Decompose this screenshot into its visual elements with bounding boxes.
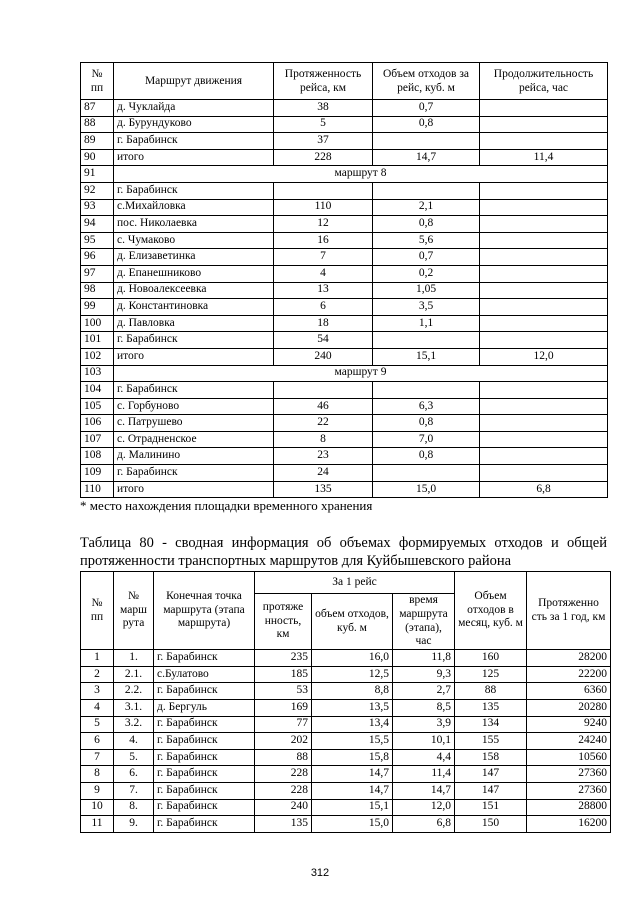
route-point: д. Константиновка (114, 299, 274, 316)
trip-time: 9,3 (393, 666, 455, 683)
yearly-length: 10560 (527, 749, 611, 766)
route-endpoint: г. Барабинск (154, 799, 255, 816)
row-number: 97 (81, 265, 114, 282)
row-number: 6 (81, 733, 114, 750)
route-point: д. Бурундуково (114, 116, 274, 133)
row-number: 92 (81, 182, 114, 199)
table-row (81, 448, 608, 465)
yearly-length: 16200 (527, 816, 611, 833)
trip-duration (480, 315, 608, 332)
trip-duration: 12,0 (480, 348, 608, 365)
route-endpoint: г. Барабинск (154, 816, 255, 833)
trip-duration (480, 182, 608, 199)
route-point: с. Горбуново (114, 398, 274, 415)
header-number: № пп (81, 63, 114, 100)
route-number: 2.1. (114, 666, 154, 683)
trip-volume: 15,0 (373, 481, 480, 498)
trip-length: 88 (255, 749, 312, 766)
table-row (81, 182, 608, 199)
trip-volume: 2,1 (373, 199, 480, 216)
trip-duration (480, 465, 608, 482)
table-row (81, 782, 611, 799)
trip-volume (373, 182, 480, 199)
trip-duration: 6,8 (480, 481, 608, 498)
trip-volume: 0,7 (373, 249, 480, 266)
trip-time: 10,1 (393, 733, 455, 750)
route-endpoint: г. Барабинск (154, 733, 255, 750)
trip-duration (480, 265, 608, 282)
route-section-label: маршрут 9 (114, 365, 608, 382)
yearly-length: 27360 (527, 766, 611, 783)
trip-time: 11,8 (393, 650, 455, 667)
row-number: 88 (81, 116, 114, 133)
route-number: 3.2. (114, 716, 154, 733)
table-row (81, 683, 611, 700)
trip-length: 54 (274, 332, 373, 349)
summary-header-endpoint: Конечная точка маршрута (этапа маршрута) (154, 572, 255, 650)
trip-length (274, 382, 373, 399)
trip-volume: 0,8 (373, 448, 480, 465)
row-number: 7 (81, 749, 114, 766)
table-row (81, 365, 608, 382)
trip-duration (480, 199, 608, 216)
trip-duration (480, 448, 608, 465)
route-point: с. Чумаково (114, 232, 274, 249)
table-row (81, 481, 608, 498)
table-row (81, 816, 611, 833)
row-number: 3 (81, 683, 114, 700)
row-number: 9 (81, 782, 114, 799)
table-caption: Таблица 80 - сводная информация об объемах формируемых отходов и общей протяженности транспортных маршрутов для Куйбышевского района (80, 535, 607, 570)
trip-volume: 13,5 (312, 699, 393, 716)
route-endpoint: г. Барабинск (154, 650, 255, 667)
trip-duration (480, 232, 608, 249)
route-point: д. Чуклайда (114, 100, 274, 117)
trip-length: 4 (274, 265, 373, 282)
monthly-volume: 151 (455, 799, 527, 816)
route-point: д. Павловка (114, 315, 274, 332)
table-row (81, 133, 608, 150)
trip-volume: 5,6 (373, 232, 480, 249)
trip-volume: 0,8 (373, 216, 480, 233)
route-point: г. Барабинск (114, 133, 274, 150)
yearly-length: 9240 (527, 716, 611, 733)
trip-length: 240 (274, 348, 373, 365)
trip-volume: 7,0 (373, 431, 480, 448)
trip-time: 4,4 (393, 749, 455, 766)
row-number: 99 (81, 299, 114, 316)
trip-duration (480, 100, 608, 117)
trip-time: 12,0 (393, 799, 455, 816)
trip-volume: 3,5 (373, 299, 480, 316)
table-row (81, 666, 611, 683)
trip-volume: 15,1 (312, 799, 393, 816)
route-point: итого (114, 348, 274, 365)
route-section-label: маршрут 8 (114, 166, 608, 183)
table-row (81, 699, 611, 716)
route-number: 6. (114, 766, 154, 783)
trip-length: 110 (274, 199, 373, 216)
summary-header-route-number: № марш рута (114, 572, 154, 650)
trip-length: 6 (274, 299, 373, 316)
table-row (81, 733, 611, 750)
summary-table (80, 571, 611, 833)
row-number: 1 (81, 650, 114, 667)
trip-length: 16 (274, 232, 373, 249)
trip-length: 12 (274, 216, 373, 233)
table-row (81, 299, 608, 316)
trip-duration (480, 332, 608, 349)
trip-duration: 11,4 (480, 149, 608, 166)
row-number: 107 (81, 431, 114, 448)
route-point: г. Барабинск (114, 182, 274, 199)
route-number: 5. (114, 749, 154, 766)
row-number: 11 (81, 816, 114, 833)
trip-length: 185 (255, 666, 312, 683)
row-number: 4 (81, 699, 114, 716)
trip-length: 13 (274, 282, 373, 299)
trip-length: 8 (274, 431, 373, 448)
row-number: 100 (81, 315, 114, 332)
trip-length: 169 (255, 699, 312, 716)
yearly-length: 27360 (527, 782, 611, 799)
route-number: 8. (114, 799, 154, 816)
yearly-length: 22200 (527, 666, 611, 683)
trip-time: 14,7 (393, 782, 455, 799)
table-row (81, 465, 608, 482)
yearly-length: 6360 (527, 683, 611, 700)
table-row (81, 398, 608, 415)
route-point: г. Барабинск (114, 382, 274, 399)
table-row (81, 382, 608, 399)
footnote: * место нахождения площадки временного хранения (80, 498, 373, 513)
route-endpoint: г. Барабинск (154, 749, 255, 766)
trip-length: 37 (274, 133, 373, 150)
table-row (81, 265, 608, 282)
row-number: 101 (81, 332, 114, 349)
route-point: с. Патрушево (114, 415, 274, 432)
header-volume: Объем отходов за рейс, куб. м (373, 63, 480, 100)
monthly-volume: 147 (455, 782, 527, 799)
trip-volume: 0,8 (373, 116, 480, 133)
trip-duration (480, 382, 608, 399)
trip-length: 24 (274, 465, 373, 482)
row-number: 109 (81, 465, 114, 482)
trip-time: 3,9 (393, 716, 455, 733)
row-number: 96 (81, 249, 114, 266)
table-row (81, 650, 611, 667)
summary-header-time: время маршрута (этапа), час (393, 594, 455, 650)
header-length: Протяженность рейса, км (274, 63, 373, 100)
summary-header-number: № пп (81, 572, 114, 650)
trip-volume: 1,1 (373, 315, 480, 332)
monthly-volume: 147 (455, 766, 527, 783)
trip-volume: 0,8 (373, 415, 480, 432)
summary-header-length: протяже нность, км (255, 594, 312, 650)
summary-header-volume: объем отходов, куб. м (312, 594, 393, 650)
summary-header-per-trip: За 1 рейс (255, 572, 455, 594)
trip-length: 235 (255, 650, 312, 667)
trip-length: 77 (255, 716, 312, 733)
table-row (81, 348, 608, 365)
trip-length: 228 (255, 766, 312, 783)
trip-length: 7 (274, 249, 373, 266)
table-row (81, 149, 608, 166)
table-row (81, 282, 608, 299)
header-duration: Продолжительность рейса, час (480, 63, 608, 100)
header-route: Маршрут движения (114, 63, 274, 100)
yearly-length: 24240 (527, 733, 611, 750)
trip-length: 240 (255, 799, 312, 816)
trip-volume (373, 465, 480, 482)
yearly-length: 28200 (527, 650, 611, 667)
route-point: д. Новоалексеевка (114, 282, 274, 299)
trip-volume: 16,0 (312, 650, 393, 667)
route-point: с. Отрадненское (114, 431, 274, 448)
row-number: 104 (81, 382, 114, 399)
trip-volume (373, 332, 480, 349)
monthly-volume: 160 (455, 650, 527, 667)
route-endpoint: г. Барабинск (154, 782, 255, 799)
trip-duration (480, 431, 608, 448)
monthly-volume: 158 (455, 749, 527, 766)
route-point: итого (114, 481, 274, 498)
route-point: г. Барабинск (114, 332, 274, 349)
trip-volume: 1,05 (373, 282, 480, 299)
row-number: 110 (81, 481, 114, 498)
trip-length: 202 (255, 733, 312, 750)
table-row (81, 415, 608, 432)
table-row (81, 315, 608, 332)
route-number: 3.1. (114, 699, 154, 716)
row-number: 91 (81, 166, 114, 183)
summary-header-row-1 (81, 572, 611, 594)
trip-duration (480, 116, 608, 133)
route-number: 7. (114, 782, 154, 799)
trip-length: 135 (274, 481, 373, 498)
summary-header-monthly-volume: Объем отходов в месяц, куб. м (455, 572, 527, 650)
route-number: 4. (114, 733, 154, 750)
trip-length: 135 (255, 816, 312, 833)
row-number: 94 (81, 216, 114, 233)
route-point: пос. Николаевка (114, 216, 274, 233)
page-number: 312 (310, 867, 330, 879)
trip-volume: 0,7 (373, 100, 480, 117)
trip-length: 22 (274, 415, 373, 432)
routes-table-header (81, 63, 608, 100)
table-row (81, 116, 608, 133)
row-number: 10 (81, 799, 114, 816)
row-number: 90 (81, 149, 114, 166)
row-number: 106 (81, 415, 114, 432)
summary-header-yearly-length: Протяженно сть за 1 год, км (527, 572, 611, 650)
table-row (81, 766, 611, 783)
trip-duration (480, 282, 608, 299)
trip-volume: 14,7 (312, 782, 393, 799)
row-number: 5 (81, 716, 114, 733)
trip-volume: 15,0 (312, 816, 393, 833)
table-row (81, 216, 608, 233)
trip-volume (373, 133, 480, 150)
route-number: 1. (114, 650, 154, 667)
row-number: 105 (81, 398, 114, 415)
row-number: 87 (81, 100, 114, 117)
table-row (81, 716, 611, 733)
route-point: г. Барабинск (114, 465, 274, 482)
trip-length: 38 (274, 100, 373, 117)
table-row (81, 100, 608, 117)
row-number: 108 (81, 448, 114, 465)
route-endpoint: г. Барабинск (154, 716, 255, 733)
route-point: итого (114, 149, 274, 166)
trip-volume: 14,7 (373, 149, 480, 166)
trip-volume: 6,3 (373, 398, 480, 415)
row-number: 95 (81, 232, 114, 249)
yearly-length: 28800 (527, 799, 611, 816)
monthly-volume: 155 (455, 733, 527, 750)
trip-duration (480, 249, 608, 266)
route-point: с.Михайловка (114, 199, 274, 216)
trip-length (274, 182, 373, 199)
monthly-volume: 125 (455, 666, 527, 683)
trip-time: 6,8 (393, 816, 455, 833)
trip-volume (373, 382, 480, 399)
trip-volume: 15,8 (312, 749, 393, 766)
monthly-volume: 150 (455, 816, 527, 833)
trip-volume: 0,2 (373, 265, 480, 282)
trip-volume: 13,4 (312, 716, 393, 733)
route-endpoint: г. Барабинск (154, 683, 255, 700)
row-number: 93 (81, 199, 114, 216)
trip-length: 18 (274, 315, 373, 332)
trip-volume: 12,5 (312, 666, 393, 683)
route-number: 9. (114, 816, 154, 833)
table-row (81, 332, 608, 349)
row-number: 102 (81, 348, 114, 365)
row-number: 2 (81, 666, 114, 683)
route-number: 2.2. (114, 683, 154, 700)
trip-length: 228 (255, 782, 312, 799)
trip-duration (480, 398, 608, 415)
row-number: 98 (81, 282, 114, 299)
route-point: д. Епанешниково (114, 265, 274, 282)
monthly-volume: 88 (455, 683, 527, 700)
trip-volume: 15,5 (312, 733, 393, 750)
yearly-length: 20280 (527, 699, 611, 716)
table-row (81, 799, 611, 816)
trip-time: 8,5 (393, 699, 455, 716)
routes-table (80, 62, 608, 498)
trip-length: 53 (255, 683, 312, 700)
trip-duration (480, 415, 608, 432)
trip-volume: 14,7 (312, 766, 393, 783)
trip-time: 11,4 (393, 766, 455, 783)
monthly-volume: 135 (455, 699, 527, 716)
trip-length: 5 (274, 116, 373, 133)
trip-length: 228 (274, 149, 373, 166)
trip-duration (480, 216, 608, 233)
route-endpoint: с.Булатово (154, 666, 255, 683)
route-point: д. Малинино (114, 448, 274, 465)
trip-volume: 15,1 (373, 348, 480, 365)
route-endpoint: д. Бергуль (154, 699, 255, 716)
trip-length: 23 (274, 448, 373, 465)
table-row (81, 249, 608, 266)
monthly-volume: 134 (455, 716, 527, 733)
route-endpoint: г. Барабинск (154, 766, 255, 783)
trip-length: 46 (274, 398, 373, 415)
row-number: 8 (81, 766, 114, 783)
table-row (81, 232, 608, 249)
row-number: 89 (81, 133, 114, 150)
table-row (81, 166, 608, 183)
row-number: 103 (81, 365, 114, 382)
table-row (81, 749, 611, 766)
trip-volume: 8,8 (312, 683, 393, 700)
table-row (81, 199, 608, 216)
trip-time: 2,7 (393, 683, 455, 700)
route-point: д. Елизаветинка (114, 249, 274, 266)
trip-duration (480, 299, 608, 316)
table-row (81, 431, 608, 448)
trip-duration (480, 133, 608, 150)
